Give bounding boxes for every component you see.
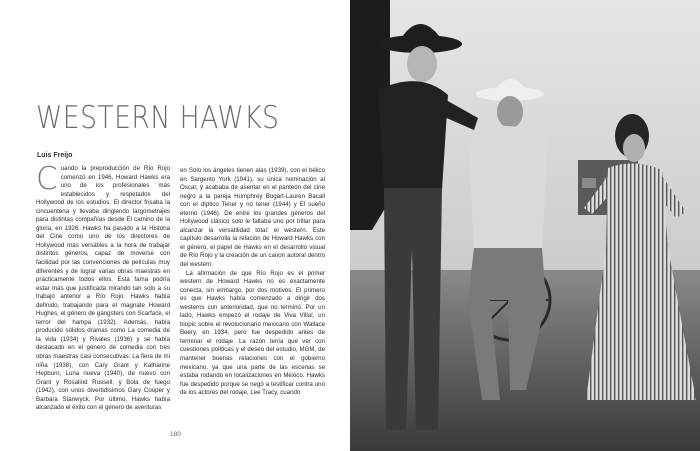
paragraph-text: uando la preproducción de Río Rojo comenzó en 1946, Howard Hawks era uno de los profesionales más establecidos y respetados del Hollywood de los estudios. El director frisaba la cincuentena y llevaba dirigiendo largometrajes para distintas compañías desde El camino de la gloria, en 1926. Hawks ha pasado a la Historia del Cine como uno de los directores de Hollywood más versátiles a la hora de trabajar distintos géneros, capaz de moverse con facilidad por las convenciones de películas muy diferentes y de lograr varias obras maestras en prácticamente todos ellos. Esta fama podría estar más que justificada mirando tan solo a su trabajo anterior a Río Rojo. Hawks había definido, trabajando para el magnate Howard Hughes, el género de gángsters con Scarface, el terror del hampa (1932). Además, había producido sólidos dramas como La comedia de la vida (1934) y Rivales (1936) y se había destacado en el género de comedia con tres obras maestras casi consecutivas: La fiera de mi niña (1938), con Cary Grant y Katharine Hepburn, Luna nueva (1940), de nuevo con Grant y Rosalind Russell, y Bola de fuego (1942), con unos divertidísimos Gary Cooper y Barbara Stanwyck. Por último, Hawks había alcanzado el éxito con el género de aventuras [36, 165, 170, 412]
page-number: 180 [170, 431, 181, 438]
paragraph: en Solo los ángeles tienen alas (1939), con el bélico en Sargento York (1941), su única nominación al Oscar, y acababa de asentar en el panteón del cine negro a la pareja Humphrey Bogart-Lauren Bacall con el díptico Tener y no tener (1944) y El sueño eterno (1946). De entre los grandes géneros del Hollywood clásico solo le faltaba uno por trillar para alcanzar la versatilidad total: el western. Este capítulo desarrolla la relación de Howard Hawks con el género, el papel de Hawks en el desarrollo visual de Río Rojo y la creación de un canon autoral dentro del western. [180, 167, 325, 269]
chapter-title: WESTERN HAWKS [36, 100, 280, 136]
paragraph: La afirmación de que Río Rojo es el primer western de Howard Hawks no es exactamente conecta, sin embargo, por dos motivos. El primero es que Hawks había comenzado a dirigir dos westerns con anterioridad, que no terminó. Por un lado, Hawks empezó el rodaje de Viva Villa!, un biopic sobre el revolucionario mexicano con Wallace Beery, en 1934, pero fue despedido antes de terminar el rodaje. La razón tenía que ver con cuestiones políticas y el deseo del estudio, MGM, de mantener buenas relaciones con el gobierno mexicano, ya que una parte de las escenas se estaba rodando en localizaciones en México. Hawks fue despedido porque se negó a testificar contra uno de los actores del rodaje, Lee Tracy, cuando [180, 269, 325, 397]
film-still-photo [350, 0, 700, 451]
author-name: Luis Freijo [37, 152, 73, 159]
paragraph [36, 161, 170, 413]
text-column-2 [180, 167, 325, 398]
text-column-1 [36, 161, 170, 413]
drop-cap: C [36, 161, 58, 197]
